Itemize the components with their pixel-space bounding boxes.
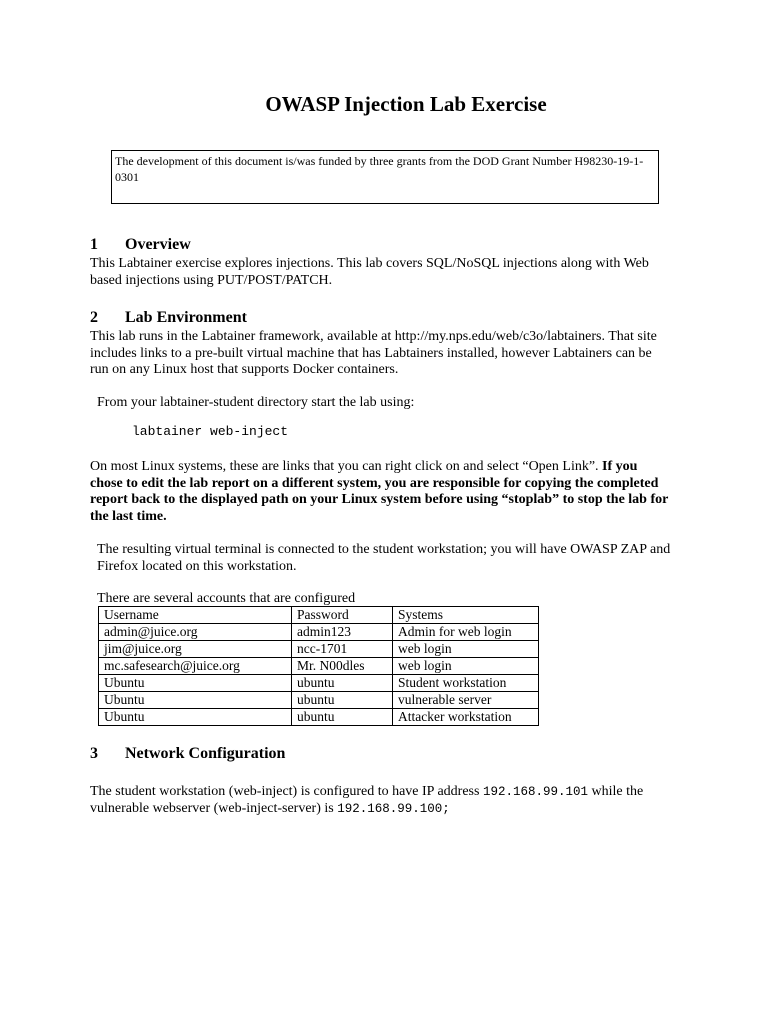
section-title: Network Configuration xyxy=(125,745,286,762)
password-cell: ubuntu xyxy=(292,675,393,692)
server-ip-address: 192.168.99.100; xyxy=(337,801,450,816)
environment-paragraph: This lab runs in the Labtainer framework, available at http://my.nps.edu/web/c3o/labtainers. That site includes links to a pre-built virtual machine that has Labtainers installed, however Labtainers can be run on any Linux host that supports Docker containers. xyxy=(90,329,657,377)
systems-cell: vulnerable server xyxy=(393,692,539,709)
username-cell: jim@juice.org xyxy=(99,641,292,658)
systems-cell: Admin for web login xyxy=(393,624,539,641)
table-row xyxy=(99,624,539,641)
password-cell: ubuntu xyxy=(292,709,393,726)
workstation-ip-address: 192.168.99.101 xyxy=(482,785,588,799)
section-number: 2 xyxy=(90,309,98,326)
funding-note-box: The development of this document is/was funded by three grants from the DOD Grant Number H98230-19-1-0301 xyxy=(111,150,659,204)
systems-cell: web login xyxy=(393,658,539,675)
password-cell: Mr. N00dles xyxy=(292,658,393,675)
table-row xyxy=(99,709,539,726)
start-command: labtainer web-inject xyxy=(132,424,289,439)
table-row xyxy=(99,675,539,692)
table-header-row xyxy=(99,607,539,624)
systems-cell: Student workstation xyxy=(393,675,539,692)
table-header-cell: Username xyxy=(99,607,292,624)
network-text-start: The student workstation (web-inject) is configured to have IP address xyxy=(90,784,483,799)
document-title: OWASP Injection Lab Exercise xyxy=(265,92,547,116)
password-cell: ubuntu xyxy=(292,692,393,709)
table-row xyxy=(99,641,539,658)
section-heading-overview xyxy=(90,236,191,254)
username-cell: mc.safesearch@juice.org xyxy=(99,658,292,675)
open-link-text: On most Linux systems, these are links that you can right click on and select “Open Link”. xyxy=(90,459,599,474)
section-title: Overview xyxy=(125,236,191,253)
username-cell: Ubuntu xyxy=(99,692,292,709)
section-heading-lab-environment xyxy=(90,309,247,327)
systems-cell: web login xyxy=(393,641,539,658)
start-instruction: From your labtainer-student directory start the lab using: xyxy=(97,395,415,410)
table-row xyxy=(99,692,539,709)
username-cell: admin@juice.org xyxy=(99,624,292,641)
section-title: Lab Environment xyxy=(125,309,247,326)
table-row xyxy=(99,658,539,675)
table-header-cell: Password xyxy=(292,607,393,624)
terminal-paragraph: The resulting virtual terminal is connected to the student workstation; you will have OWASP ZAP and Firefox located on this workstation. xyxy=(97,542,671,574)
password-cell: ncc-1701 xyxy=(292,641,393,658)
password-cell: admin123 xyxy=(292,624,393,641)
overview-paragraph: This Labtainer exercise explores injections. This lab covers SQL/NoSQL injections along with Web based injections using PUT/POST/PATCH. xyxy=(90,256,649,288)
section-heading-network-configuration xyxy=(90,745,285,763)
open-link-warning: If you chose to edit the lab report on a different system, you are responsible for copying the completed report back to the displayed path on your Linux system before using “stoplab” to stop the lab for the last time. xyxy=(90,459,669,524)
network-paragraph xyxy=(90,784,672,817)
username-cell: Ubuntu xyxy=(99,675,292,692)
section-number: 3 xyxy=(90,745,98,762)
open-link-paragraph xyxy=(90,459,672,525)
accounts-intro: There are several accounts that are configured xyxy=(97,591,356,606)
systems-cell: Attacker workstation xyxy=(393,709,539,726)
username-cell: Ubuntu xyxy=(99,709,292,726)
section-number: 1 xyxy=(90,236,98,253)
table-header-cell: Systems xyxy=(393,607,539,624)
accounts-table xyxy=(98,606,539,726)
network-text-middle: while the vulnerable webserver (web-inject-server) is xyxy=(90,784,644,816)
